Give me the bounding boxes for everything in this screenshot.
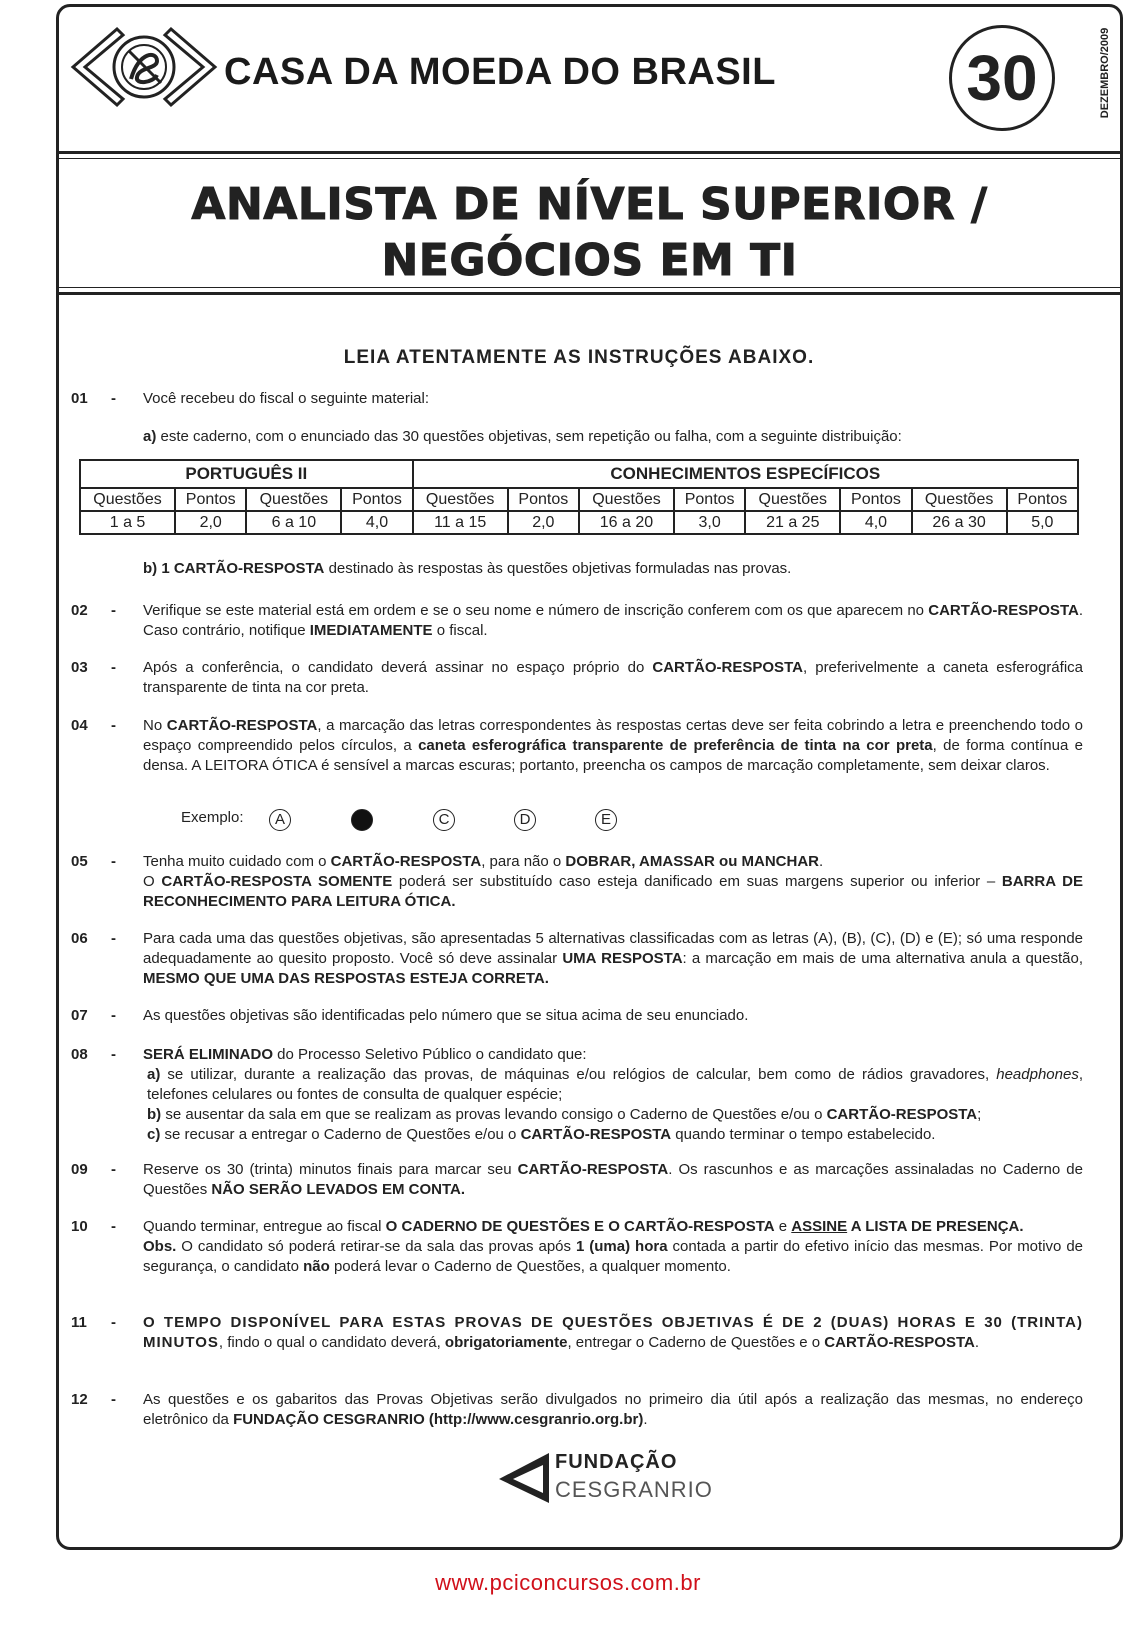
header-divider	[59, 151, 1120, 154]
exam-title	[59, 177, 1120, 289]
text: Para cada uma das questões objetivas, são apresentadas 5 alternativas classificadas com as letras (A), (B), (C), (D) e (E); só uma responde adequadamente ao quesito proposto. Você só deve assinalar	[143, 930, 1083, 967]
text: : a marcação em mais de uma alternativa anula a questão,	[682, 950, 1083, 967]
table-cell: 4,0	[840, 511, 911, 534]
bubble-a: A	[269, 809, 291, 831]
bold: não	[303, 1258, 330, 1275]
bold: CARTÃO-RESPOSTA	[652, 659, 803, 676]
group-conhecimentos: CONHECIMENTOS ESPECÍFICOS	[413, 460, 1078, 488]
sub-bold: b) 1 CARTÃO-RESPOSTA	[143, 560, 325, 577]
text: contada a partir do efetivo início das mesmas. Por motivo de segurança, o candidato	[143, 1238, 1084, 1275]
item-text: As questões objetivas são identificadas pelo número que se situa acima de seu enunciado.	[143, 1007, 749, 1024]
item-number: 06	[71, 930, 88, 947]
instruction-07: 07 - As questões objetivas são identificadas pelo número que se situa acima de seu enunciado.	[71, 1006, 1083, 1026]
text: Reserve os 30 (trinta) minutos finais para marcar seu	[143, 1161, 518, 1178]
table-cell: 5,0	[1007, 511, 1078, 534]
text: . Caso contrário, notifique	[143, 602, 1083, 639]
bold: SERÁ ELIMINADO	[143, 1046, 274, 1063]
bubble-c: C	[433, 809, 455, 831]
item-number: 11	[71, 1314, 87, 1331]
foundation-line-1: FUNDAÇÃO	[555, 1451, 678, 1473]
text: do Processo Seletivo Público o candidato que:	[273, 1046, 587, 1063]
table-cell: 2,0	[175, 511, 246, 534]
sub-label: c)	[147, 1126, 161, 1143]
instruction-01a	[71, 427, 1083, 447]
item-number: 02	[71, 602, 88, 619]
bold: CARTÃO-RESPOSTA	[166, 717, 318, 734]
text: , de forma contínua e densa. A LEITORA ÓTICA é sensível a marcas escuras; portanto, preencha os campos de marcação completamente, sem deixar claros.	[143, 737, 1083, 774]
bold: CARTÃO-RESPOSTA SOMENTE	[161, 873, 393, 890]
bold: 1 (uma) hora	[575, 1238, 668, 1255]
bold: A LISTA DE PRESENÇA.	[847, 1218, 1024, 1235]
text: quando terminar o tempo estabelecido.	[671, 1126, 936, 1143]
title-line-1: ANALISTA DE NÍVEL SUPERIOR /	[191, 179, 988, 230]
title-line-2: NEGÓCIOS EM TI	[381, 235, 798, 286]
text: ;	[977, 1106, 982, 1123]
title-divider-thin	[59, 287, 1120, 288]
text: se ausentar da sala em que se realizam as provas levando consigo o Caderno de Questões e/ou o	[161, 1106, 827, 1123]
table-cell: 4,0	[341, 511, 412, 534]
table-row	[80, 511, 1078, 534]
col-header: Questões	[745, 488, 840, 511]
instruction-04: 04 - No CARTÃO-RESPOSTA, a marcação das letras correspondentes às respostas certas deve ser feita cobrindo a letra e preenchendo todo o espaço compreendido pelos círculos, a caneta esferográfica transparente de preferência de tinta na cor preta, de forma contínua e densa. A LEITORA ÓTICA é sensível a marcas escuras; portanto, preencha os campos de marcação completamente, sem deixar claros.	[71, 717, 1083, 774]
sub-label: a)	[147, 1066, 161, 1083]
text: se utilizar, durante a realização das provas, de máquinas e/ou relógios de calcular, bem como de rádios gravadores,	[160, 1066, 997, 1083]
exam-cover-frame	[56, 4, 1123, 1550]
exam-number-badge: 30	[949, 25, 1055, 131]
item-number: 09	[71, 1161, 88, 1178]
italic: headphones	[996, 1066, 1079, 1083]
instruction-10: 10 - Quando terminar, entregue ao fiscal O CADERNO DE QUESTÕES E O CARTÃO-RESPOSTA e ASSINE A LISTA DE PRESENÇA. Obs. O candidato só poderá retirar-se da sala das provas após 1 (uma) hora contada a partir do efetivo início das mesmas. Por motivo de segurança, o candidato não poderá levar o Caderno de Questões, a qualquer momento.	[71, 1218, 1084, 1275]
bold: O CADERNO DE QUESTÕES E O CARTÃO-RESPOSTA	[385, 1218, 775, 1235]
text: .	[819, 853, 824, 870]
item-number: 03	[71, 659, 88, 676]
bold: CARTÃO-RESPOSTA	[826, 1106, 978, 1123]
table-cell: 11 a 15	[413, 511, 508, 534]
text: As questões e os gabaritos das Provas Objetivas serão divulgados no primeiro dia útil após a realização das mesmas, no endereço eletrônico da	[143, 1391, 1083, 1428]
date-text: DEZEMBRO/2009	[1099, 27, 1111, 119]
instruction-01: 01 - Você recebeu do fiscal o seguinte material:	[71, 389, 1083, 409]
text: Tenha muito cuidado com o	[143, 853, 331, 870]
bold: IMEDIATAMENTE	[309, 622, 433, 639]
text: Após a conferência, o candidato deverá assinar no espaço próprio do	[143, 659, 653, 676]
bold: BARRA DE RECONHECIMENTO PARA LEITURA ÓTICA.	[143, 873, 1083, 910]
instructions-heading: LEIA ATENTAMENTE AS INSTRUÇÕES ABAIXO.	[343, 347, 815, 368]
item-number: 07	[71, 1007, 88, 1024]
bold: obrigatoriamente	[444, 1334, 568, 1351]
col-header: Questões	[912, 488, 1007, 511]
instruction-01b	[71, 559, 1083, 579]
text: , a marcação das letras correspondentes às respostas certas deve ser feita cobrindo a letra e preenchendo todo o espaço compreendido pelos círculos, a	[143, 717, 1083, 754]
instruction-02: 02 - Verifique se este material está em ordem e se o seu nome e número de inscrição conferem com os que aparecem no CARTÃO-RESPOSTA. Caso contrário, notifique IMEDIATAMENTE o fiscal.	[71, 602, 1083, 639]
col-header: Pontos	[175, 488, 246, 511]
bold: FUNDAÇÃO CESGRANRIO (http://www.cesgranrio.org.br)	[233, 1411, 644, 1428]
item-text: Você recebeu do fiscal o seguinte material:	[143, 390, 430, 407]
text: poderá levar o Caderno de Questões, a qualquer momento.	[329, 1258, 731, 1275]
instruction-03: 03 - Após a conferência, o candidato deverá assinar no espaço próprio do CARTÃO-RESPOSTA, preferivelmente a caneta esferográfica transparente de tinta na cor preta.	[71, 659, 1083, 696]
table-cell: 6 a 10	[246, 511, 341, 534]
text: .	[974, 1334, 980, 1351]
table-cell: 26 a 30	[912, 511, 1007, 534]
text: No	[143, 717, 167, 734]
org-name: CASA DA MOEDA DO BRASIL	[224, 51, 776, 93]
bold: MESMO QUE UMA DAS RESPOSTAS ESTEJA CORRETA.	[143, 970, 549, 987]
col-header: Pontos	[1007, 488, 1078, 511]
bubble-e: E	[595, 809, 617, 831]
sub-label: a)	[143, 428, 157, 445]
text: , entregar o Caderno de Questões e o	[567, 1334, 825, 1351]
sub-text: destinado às respostas às questões objetivas formuladas nas provas.	[324, 560, 792, 577]
col-header: Pontos	[508, 488, 579, 511]
instruction-12: 12 - As questões e os gabaritos das Provas Objetivas serão divulgados no primeiro dia útil após a realização das mesmas, no endereço eletrônico da FUNDAÇÃO CESGRANRIO (http://www.cesgranrio.org.br).	[71, 1391, 1083, 1428]
bold: CARTÃO-RESPOSTA	[824, 1334, 975, 1351]
header	[59, 7, 1120, 155]
casa-da-moeda-logo-icon	[69, 21, 219, 113]
text: . Os rascunhos e as marcações assinaladas no Caderno de Questões	[143, 1161, 1083, 1198]
text: Verifique se este material está em ordem e se o seu nome e número de inscrição conferem com os que aparecem no	[143, 602, 929, 619]
instruction-11: 11 - O TEMPO DISPONÍVEL PARA ESTAS PROVAS DE QUESTÕES OBJETIVAS É DE 2 (DUAS) HORAS E 30 (TRINTA) MINUTOS, findo o qual o candidato deverá, obrigatoriamente, entregar o Caderno de Questões e o CARTÃO-RESPOSTA.	[71, 1314, 1083, 1351]
underlined: ASSINE	[791, 1218, 848, 1235]
foundation-line-2: CESGRANRIO	[555, 1477, 713, 1502]
bold: CARTÃO-RESPOSTA	[330, 853, 482, 870]
bubble-b-filled	[351, 809, 373, 831]
bold: CARTÃO-RESPOSTA	[517, 1161, 669, 1178]
table-cell: 2,0	[508, 511, 579, 534]
instruction-09: 09 - Reserve os 30 (trinta) minutos finais para marcar seu CARTÃO-RESPOSTA. Os rascunhos e as marcações assinaladas no Caderno de Questões NÃO SERÃO LEVADOS EM CONTA.	[71, 1161, 1083, 1198]
col-header: Pontos	[674, 488, 745, 511]
text: , telefones celulares ou fontes de consulta de qualquer espécie;	[147, 1066, 1083, 1103]
col-header: Pontos	[341, 488, 412, 511]
item-number: 12	[71, 1391, 88, 1408]
table-cell: 1 a 5	[80, 511, 175, 534]
text: , findo o qual o candidato deverá,	[218, 1334, 445, 1351]
fundacao-cesgranrio-logo	[499, 1447, 713, 1511]
title-divider	[59, 292, 1120, 295]
sub-text: este caderno, com o enunciado das 30 questões objetivas, sem repetição ou falha, com a seguinte distribuição:	[156, 428, 902, 445]
answer-example	[181, 809, 611, 828]
text: , para não o	[481, 853, 566, 870]
item-number: 04	[71, 717, 88, 734]
table-header-row	[80, 488, 1078, 511]
bold: caneta esferográfica transparente de preferência de tinta na cor preta	[418, 737, 933, 754]
bold: CARTÃO-RESPOSTA	[928, 602, 1079, 619]
text: e	[774, 1218, 792, 1235]
instruction-06: 06 - Para cada uma das questões objetivas, são apresentadas 5 alternativas classificadas com as letras (A), (B), (C), (D) e (E); só uma responde adequadamente ao quesito proposto. Você só deve assinalar UMA RESPOSTA: a marcação em mais de uma alternativa anula a questão, MESMO QUE UMA DAS RESPOSTAS ESTEJA CORRETA.	[71, 930, 1083, 987]
text: O candidato só poderá retirar-se da sala das provas após	[176, 1238, 576, 1255]
col-header: Questões	[413, 488, 508, 511]
text: O	[143, 873, 162, 890]
text: poderá ser substituído caso esteja danificado em suas margens superior ou inferior –	[392, 873, 1002, 890]
item-number: 10	[71, 1218, 88, 1235]
example-label: Exemplo:	[181, 809, 244, 826]
item-number: 08	[71, 1046, 88, 1063]
instruction-08: 08 - SERÁ ELIMINADO do Processo Seletivo Público o candidato que: a) se utilizar, durante a realização das provas, de máquinas e/ou relógios de calcular, bem como de rádios gravadores, headphones, telefones celulares ou fontes de consulta de qualquer espécie; b) se ausentar da sala em que se realizam as provas levando consigo o Caderno de Questões e/ou o CARTÃO-RESPOSTA; c) se recusar a entregar o Caderno de Questões e/ou o CARTÃO-RESPOSTA quando terminar o tempo estabelecido.	[71, 1046, 1083, 1143]
question-distribution-table	[79, 459, 1079, 535]
header-divider-thin	[59, 158, 1120, 159]
bold: O TEMPO DISPONÍVEL PARA ESTAS PROVAS DE QUESTÕES OBJETIVAS É DE 2 (DUAS) HORAS E 30 (TRINTA) MINUTOS	[143, 1314, 1083, 1351]
cesgranrio-arrow-icon	[499, 1453, 553, 1503]
col-header: Questões	[579, 488, 674, 511]
text: se recusar a entregar o Caderno de Questões e/ou o	[160, 1126, 521, 1143]
table-cell: 16 a 20	[579, 511, 674, 534]
sub-label: b)	[147, 1106, 162, 1123]
table-cell: 21 a 25	[745, 511, 840, 534]
date-label	[1092, 15, 1120, 133]
col-header: Pontos	[840, 488, 911, 511]
bold: CARTÃO-RESPOSTA	[520, 1126, 672, 1143]
footer-url-link[interactable]: www.pciconcursos.com.br	[435, 1570, 701, 1595]
text: , preferivelmente a caneta esferográfica transparente de tinta na cor preta.	[143, 659, 1083, 696]
text: Quando terminar, entregue ao fiscal	[143, 1218, 386, 1235]
bold: DOBRAR, AMASSAR ou MANCHAR	[565, 853, 820, 870]
group-portugues: PORTUGUÊS II	[80, 460, 413, 488]
table-cell: 3,0	[674, 511, 745, 534]
bold: Obs.	[143, 1238, 177, 1255]
item-number: 05	[71, 853, 88, 870]
text: o fiscal.	[432, 622, 488, 639]
bold: UMA RESPOSTA	[562, 950, 683, 967]
item-number: 01	[71, 390, 88, 407]
bold: NÃO SERÃO LEVADOS EM CONTA.	[211, 1181, 465, 1198]
bubble-d: D	[514, 809, 536, 831]
instruction-05: 05 - Tenha muito cuidado com o CARTÃO-RESPOSTA, para não o DOBRAR, AMASSAR ou MANCHAR. O CARTÃO-RESPOSTA SOMENTE poderá ser substituído caso esteja danificado em suas margens superior ou inferior – BARRA DE RECONHECIMENTO PARA LEITURA ÓTICA.	[71, 853, 1083, 910]
text: .	[643, 1411, 648, 1428]
col-header: Questões	[246, 488, 341, 511]
col-header: Questões	[80, 488, 175, 511]
